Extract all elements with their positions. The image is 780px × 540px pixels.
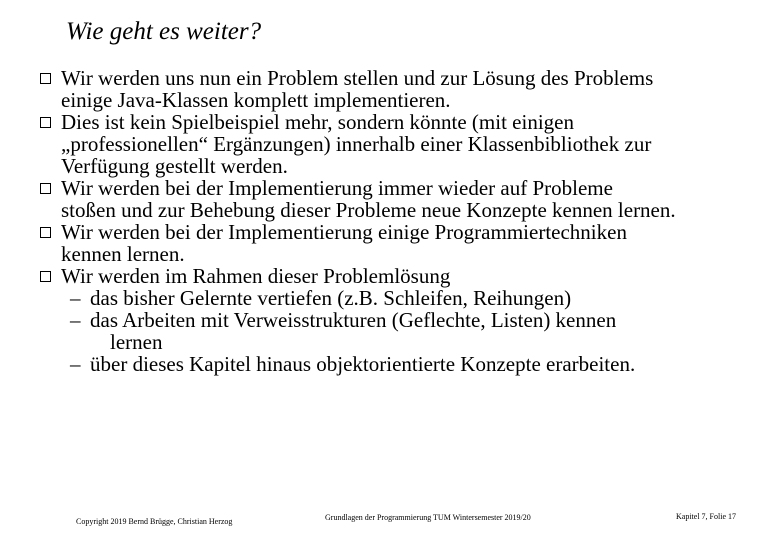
bullet-item xyxy=(40,221,780,265)
dash-bullet: – xyxy=(70,286,81,310)
sub-item xyxy=(40,353,780,375)
slide-content xyxy=(40,67,780,375)
footer-course: Grundlagen der Programmierung TUM Wintersemester 2019/20 xyxy=(325,513,531,522)
sub-item xyxy=(40,287,780,309)
bullet-item xyxy=(40,111,780,177)
bullet-line: Wir werden bei der Implementierung immer wieder auf Probleme xyxy=(61,176,613,200)
bullet-line: Wir werden im Rahmen dieser Problemlösung xyxy=(61,264,451,288)
bullet-item xyxy=(40,265,780,287)
sub-item-line: über dieses Kapitel hinaus objektorientierte Konzepte erarbeiten. xyxy=(90,352,636,376)
sub-item xyxy=(40,309,780,353)
bullet-line: stoßen und zur Behebung dieser Probleme neue Konzepte kennen lernen. xyxy=(61,198,676,222)
bullet-line: kennen lernen. xyxy=(61,242,185,266)
slide-title: Wie geht es weiter? xyxy=(66,18,262,45)
checkbox-bullet-icon xyxy=(40,271,51,282)
dash-bullet: – xyxy=(70,308,81,332)
bullet-line: Verfügung gestellt werden. xyxy=(61,154,288,178)
bullet-line: Wir werden uns nun ein Problem stellen und zur Lösung des Problems xyxy=(61,66,654,90)
checkbox-bullet-icon xyxy=(40,183,51,194)
footer-slide-number: Kapitel 7, Folie 17 xyxy=(676,512,736,521)
bullet-item xyxy=(40,177,780,221)
sub-item-line: lernen xyxy=(110,330,163,354)
bullet-line: Wir werden bei der Implementierung einige Programmiertechniken xyxy=(61,220,627,244)
bullet-line: einige Java-Klassen komplett implementieren. xyxy=(61,88,451,112)
footer-copyright: Copyright 2019 Bernd Brügge, Christian Herzog xyxy=(76,517,233,526)
bullet-line: Dies ist kein Spielbeispiel mehr, sondern könnte (mit einigen xyxy=(61,110,574,134)
dash-bullet: – xyxy=(70,352,81,376)
sub-item-line: das Arbeiten mit Verweisstrukturen (Geflechte, Listen) kennen xyxy=(90,308,617,332)
checkbox-bullet-icon xyxy=(40,73,51,84)
sub-item-line: das bisher Gelernte vertiefen (z.B. Schleifen, Reihungen) xyxy=(90,286,572,310)
checkbox-bullet-icon xyxy=(40,117,51,128)
bullet-line: „professionellen“ Ergänzungen) innerhalb einer Klassenbibliothek zur xyxy=(61,132,652,156)
checkbox-bullet-icon xyxy=(40,227,51,238)
bullet-item xyxy=(40,67,780,111)
